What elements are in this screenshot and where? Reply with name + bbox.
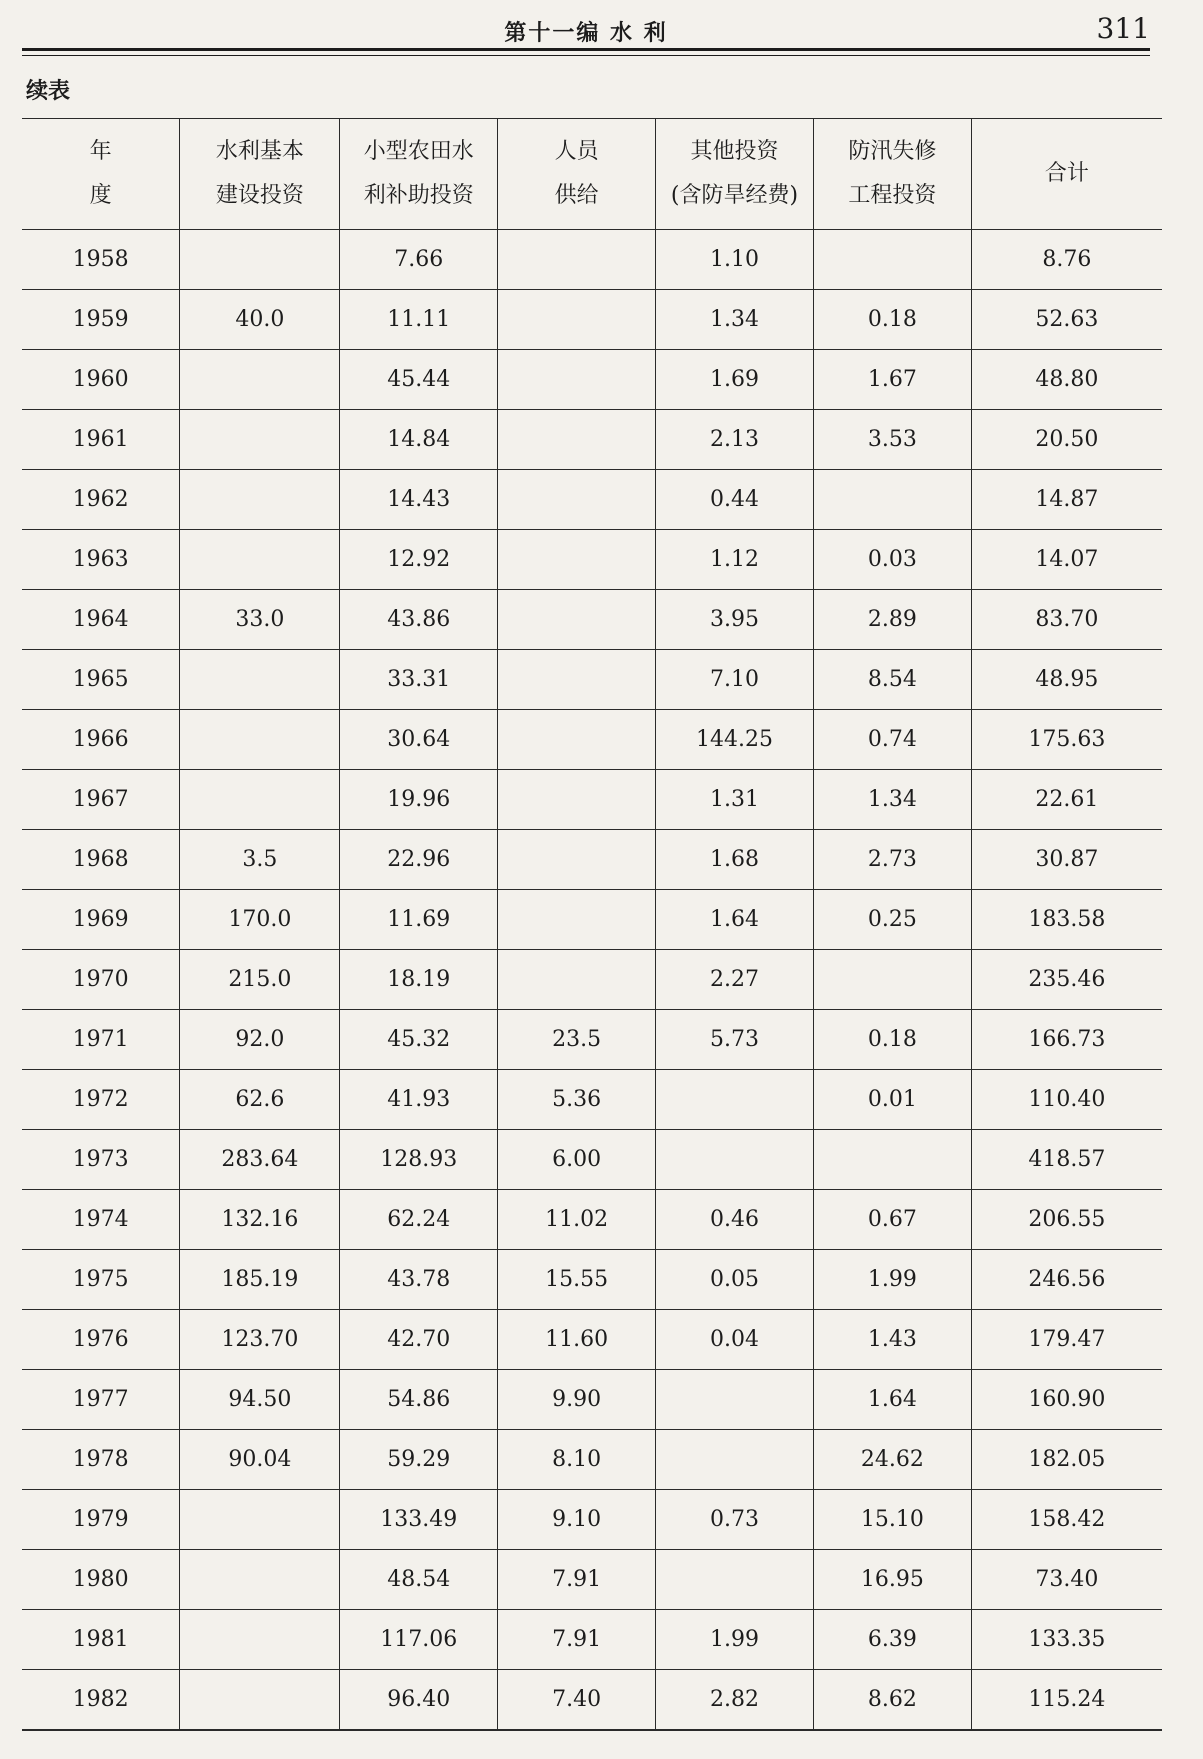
value-cell [813,950,971,1010]
value-cell: 45.32 [340,1010,498,1070]
value-cell: 12.92 [340,530,498,590]
table-row [22,1070,1162,1130]
page-number: 311 [1096,12,1150,45]
value-cell: 1.69 [656,350,814,410]
table-row [22,1130,1162,1190]
value-cell: 182.05 [971,1430,1162,1490]
value-cell: 62.24 [340,1190,498,1250]
value-cell: 1.31 [656,770,814,830]
running-title: 第十一编 水 利 [504,20,668,46]
year-cell: 1977 [22,1370,180,1430]
value-cell: 0.04 [656,1310,814,1370]
column-header-line: (含防旱经费) [670,183,799,208]
value-cell: 45.44 [340,350,498,410]
value-cell: 90.04 [180,1430,340,1490]
column-header-line: 其他投资 [690,139,779,164]
column-header [180,119,340,230]
value-cell [498,530,656,590]
year-cell: 1974 [22,1190,180,1250]
year-cell: 1976 [22,1310,180,1370]
value-cell: 3.5 [180,830,340,890]
value-cell: 59.29 [340,1430,498,1490]
value-cell: 96.40 [340,1670,498,1731]
value-cell: 20.50 [971,410,1162,470]
value-cell: 0.03 [813,530,971,590]
value-cell: 133.49 [340,1490,498,1550]
value-cell [656,1070,814,1130]
year-cell: 1966 [22,710,180,770]
table-row [22,230,1162,290]
value-cell: 1.43 [813,1310,971,1370]
value-cell: 83.70 [971,590,1162,650]
column-header-line: 供给 [554,183,599,208]
value-cell: 73.40 [971,1550,1162,1610]
value-cell: 43.78 [340,1250,498,1310]
continued-table-label: 续表 [26,78,71,104]
year-cell: 1958 [22,230,180,290]
value-cell: 14.84 [340,410,498,470]
column-header-line: 水利基本 [215,139,304,164]
value-cell: 8.62 [813,1670,971,1731]
value-cell: 18.19 [340,950,498,1010]
table-row [22,1010,1162,1070]
value-cell: 42.70 [340,1310,498,1370]
value-cell: 2.27 [656,950,814,1010]
value-cell: 1.99 [656,1610,814,1670]
table-row [22,1370,1162,1430]
year-cell: 1964 [22,590,180,650]
header-rule-thin [22,55,1150,56]
column-header-line: 合计 [1044,161,1089,186]
table-row [22,290,1162,350]
value-cell: 160.90 [971,1370,1162,1430]
value-cell: 52.63 [971,290,1162,350]
value-cell [498,650,656,710]
value-cell [498,710,656,770]
page-header [22,8,1150,52]
column-header-line: 建设投资 [215,183,304,208]
value-cell: 22.61 [971,770,1162,830]
year-cell: 1971 [22,1010,180,1070]
year-cell: 1975 [22,1250,180,1310]
year-cell: 1968 [22,830,180,890]
table-row [22,890,1162,950]
value-cell: 206.55 [971,1190,1162,1250]
value-cell: 7.91 [498,1610,656,1670]
value-cell [813,1130,971,1190]
table-row [22,710,1162,770]
value-cell: 0.18 [813,290,971,350]
value-cell: 16.95 [813,1550,971,1610]
value-cell: 7.10 [656,650,814,710]
value-cell [498,290,656,350]
value-cell: 6.39 [813,1610,971,1670]
value-cell: 11.69 [340,890,498,950]
value-cell: 23.5 [498,1010,656,1070]
value-cell: 33.31 [340,650,498,710]
column-header [971,119,1162,230]
value-cell: 132.16 [180,1190,340,1250]
value-cell: 0.46 [656,1190,814,1250]
value-cell: 1.64 [813,1370,971,1430]
value-cell: 14.07 [971,530,1162,590]
value-cell: 48.80 [971,350,1162,410]
value-cell: 6.00 [498,1130,656,1190]
value-cell: 175.63 [971,710,1162,770]
year-cell: 1960 [22,350,180,410]
value-cell [656,1550,814,1610]
column-header [498,119,656,230]
value-cell [498,830,656,890]
table-row [22,770,1162,830]
table-row [22,410,1162,470]
table-row [22,1550,1162,1610]
value-cell: 14.43 [340,470,498,530]
value-cell: 1.99 [813,1250,971,1310]
value-cell: 33.0 [180,590,340,650]
value-cell [180,530,340,590]
value-cell: 0.25 [813,890,971,950]
table-row [22,1250,1162,1310]
value-cell: 1.68 [656,830,814,890]
value-cell: 110.40 [971,1070,1162,1130]
table-row [22,1190,1162,1250]
value-cell: 2.73 [813,830,971,890]
year-cell: 1978 [22,1430,180,1490]
value-cell: 19.96 [340,770,498,830]
table-row [22,590,1162,650]
table-row [22,1310,1162,1370]
value-cell: 22.96 [340,830,498,890]
value-cell [498,890,656,950]
value-cell: 183.58 [971,890,1162,950]
value-cell: 15.55 [498,1250,656,1310]
year-cell: 1982 [22,1670,180,1731]
column-header-line: 年 [89,139,112,164]
value-cell: 11.02 [498,1190,656,1250]
year-cell: 1967 [22,770,180,830]
table-row [22,470,1162,530]
value-cell: 0.73 [656,1490,814,1550]
value-cell [656,1130,814,1190]
value-cell: 48.95 [971,650,1162,710]
column-header [22,119,180,230]
value-cell [180,1550,340,1610]
value-cell: 418.57 [971,1130,1162,1190]
value-cell: 185.19 [180,1250,340,1310]
table-row [22,650,1162,710]
value-cell [498,350,656,410]
value-cell: 14.87 [971,470,1162,530]
value-cell: 235.46 [971,950,1162,1010]
value-cell [656,1430,814,1490]
value-cell: 9.10 [498,1490,656,1550]
table-row [22,530,1162,590]
value-cell: 117.06 [340,1610,498,1670]
value-cell: 24.62 [813,1430,971,1490]
value-cell: 92.0 [180,1010,340,1070]
column-header-line: 人员 [554,139,599,164]
year-cell: 1970 [22,950,180,1010]
value-cell [180,1670,340,1731]
value-cell: 94.50 [180,1370,340,1430]
value-cell: 215.0 [180,950,340,1010]
column-header-line: 工程投资 [848,183,937,208]
value-cell: 1.67 [813,350,971,410]
value-cell: 144.25 [656,710,814,770]
year-cell: 1972 [22,1070,180,1130]
value-cell: 30.64 [340,710,498,770]
value-cell: 166.73 [971,1010,1162,1070]
value-cell: 3.53 [813,410,971,470]
value-cell: 2.13 [656,410,814,470]
value-cell [498,950,656,1010]
value-cell: 41.93 [340,1070,498,1130]
table-row [22,1610,1162,1670]
value-cell: 11.11 [340,290,498,350]
value-cell: 133.35 [971,1610,1162,1670]
value-cell: 8.10 [498,1430,656,1490]
value-cell: 5.73 [656,1010,814,1070]
value-cell: 15.10 [813,1490,971,1550]
value-cell: 0.44 [656,470,814,530]
value-cell [813,470,971,530]
value-cell: 40.0 [180,290,340,350]
value-cell [498,470,656,530]
value-cell: 7.91 [498,1550,656,1610]
year-cell: 1981 [22,1610,180,1670]
value-cell: 1.12 [656,530,814,590]
value-cell [180,770,340,830]
table-row [22,1430,1162,1490]
value-cell: 7.40 [498,1670,656,1731]
value-cell [813,230,971,290]
value-cell [498,410,656,470]
value-cell: 11.60 [498,1310,656,1370]
value-cell [180,710,340,770]
value-cell [180,410,340,470]
value-cell [180,230,340,290]
year-cell: 1962 [22,470,180,530]
value-cell: 2.82 [656,1670,814,1731]
column-header [656,119,814,230]
column-header [813,119,971,230]
value-cell: 0.01 [813,1070,971,1130]
header-rule-thick [22,48,1150,51]
value-cell: 283.64 [180,1130,340,1190]
value-cell: 158.42 [971,1490,1162,1550]
value-cell: 246.56 [971,1250,1162,1310]
value-cell [498,230,656,290]
year-cell: 1965 [22,650,180,710]
value-cell: 30.87 [971,830,1162,890]
value-cell [498,770,656,830]
value-cell: 1.34 [813,770,971,830]
value-cell [180,1490,340,1550]
value-cell: 7.66 [340,230,498,290]
year-cell: 1959 [22,290,180,350]
column-header-line: 利补助投资 [363,183,474,208]
value-cell: 0.74 [813,710,971,770]
value-cell: 0.05 [656,1250,814,1310]
table-header-row [22,119,1162,230]
year-cell: 1969 [22,890,180,950]
year-cell: 1961 [22,410,180,470]
value-cell: 62.6 [180,1070,340,1130]
column-header-line: 防汛失修 [848,139,937,164]
column-header [340,119,498,230]
column-header-line: 小型农田水 [363,139,474,164]
table-row [22,1490,1162,1550]
value-cell: 1.34 [656,290,814,350]
table-body [22,230,1162,1731]
value-cell: 115.24 [971,1670,1162,1731]
value-cell: 0.18 [813,1010,971,1070]
value-cell: 123.70 [180,1310,340,1370]
value-cell: 8.76 [971,230,1162,290]
value-cell: 128.93 [340,1130,498,1190]
value-cell: 5.36 [498,1070,656,1130]
value-cell: 54.86 [340,1370,498,1430]
year-cell: 1980 [22,1550,180,1610]
value-cell [180,1610,340,1670]
value-cell: 0.67 [813,1190,971,1250]
table-row [22,1670,1162,1731]
investment-table [22,118,1162,1731]
value-cell [180,350,340,410]
value-cell: 170.0 [180,890,340,950]
column-header-line: 度 [89,183,112,208]
value-cell: 8.54 [813,650,971,710]
value-cell: 9.90 [498,1370,656,1430]
value-cell [498,590,656,650]
value-cell: 43.86 [340,590,498,650]
value-cell [180,470,340,530]
table-row [22,950,1162,1010]
table-row [22,830,1162,890]
value-cell [656,1370,814,1430]
value-cell [180,650,340,710]
table-row [22,350,1162,410]
value-cell: 3.95 [656,590,814,650]
value-cell: 2.89 [813,590,971,650]
value-cell: 1.10 [656,230,814,290]
year-cell: 1963 [22,530,180,590]
value-cell: 1.64 [656,890,814,950]
value-cell: 48.54 [340,1550,498,1610]
value-cell: 179.47 [971,1310,1162,1370]
year-cell: 1979 [22,1490,180,1550]
year-cell: 1973 [22,1130,180,1190]
